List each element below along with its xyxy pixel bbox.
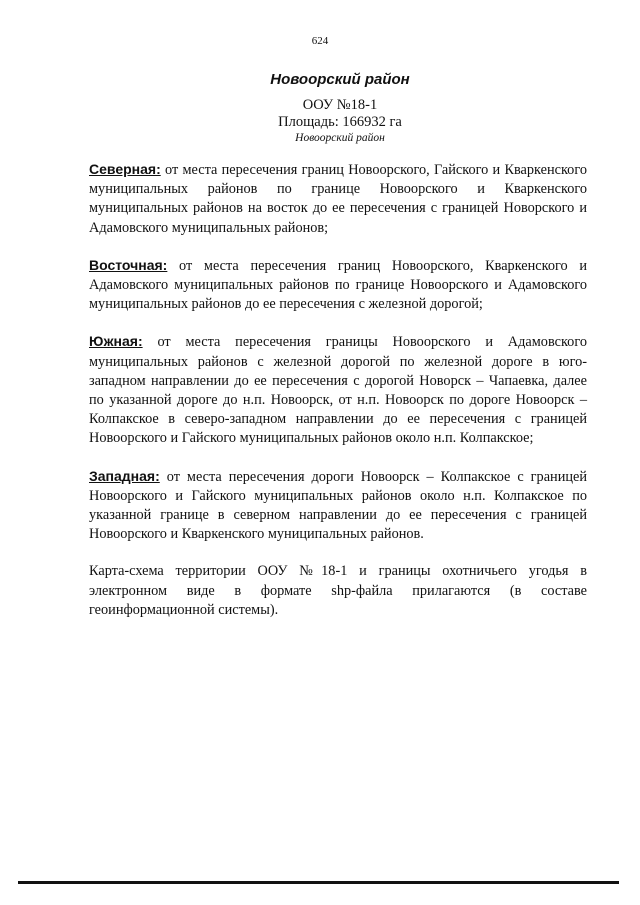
boundary-north	[89, 160, 587, 238]
boundary-north-text: от места пересечения границ Новоорского, Гайского и Кваркенского муниципальных районов по границе Новоорского и Кваркенского муниципальных районов на восток до ее пересечения с границей Новорского и Адамовского муниципальных районов;	[89, 162, 587, 236]
boundary-south	[89, 332, 587, 448]
boundary-east-text: от места пересечения границ Новоорского, Кваркенского и Адамовского муниципальных районов по границе Новоорского и Адамовского муниципальных районов до ее пересечения с железной дорогой;	[89, 257, 587, 313]
page-number: 624	[311, 35, 329, 47]
boundary-west-label: Западная:	[89, 467, 160, 484]
document-body	[89, 160, 587, 638]
district-subtitle: Новоорский район	[295, 132, 385, 144]
boundary-west-text: от места пересечения дороги Новоорск – Колпакское с границей Новоорского и Гайского муниципальных районов около н.п. Колпакское по указанной границе в северном направлении до ее пересечения с границей Новоорского и Кваркенского муниципальных районов.	[89, 468, 587, 543]
boundary-south-label: Южная:	[89, 333, 143, 350]
map-note: Карта-схема территории ООУ №18-1 и границы охотничьего угодья в электронном виде в формате shp-файла прилагаются (в составе геоинформационной системы).	[89, 563, 587, 618]
hunting-ground-number: ООУ №18-1	[302, 97, 378, 113]
boundary-west	[89, 467, 587, 545]
boundary-south-text: от места пересечения границы Новоорского и Адамовского муниципальных районов с железной дорогой по железной дороге в юго-западном направлении до ее пересечения с дорогой Новорск – Чапаевка, далее по указанной дороге до н.п. Новоорск, от н.п. Новоорск по дороге Новоорск – Колпакское в северо-западном направлении до ее пересечения с границей Новоорского и Гайского муниципальных районов около н.п. Колпакское;	[89, 334, 587, 447]
boundary-north-label: Северная:	[89, 161, 161, 177]
boundary-east	[89, 256, 587, 315]
area-line: Площадь: 166932 га	[278, 114, 402, 130]
boundary-east-label: Восточная:	[89, 256, 168, 273]
bottom-rule	[18, 881, 619, 884]
district-title: Новоорский район	[270, 71, 410, 88]
document-header	[0, 70, 640, 146]
